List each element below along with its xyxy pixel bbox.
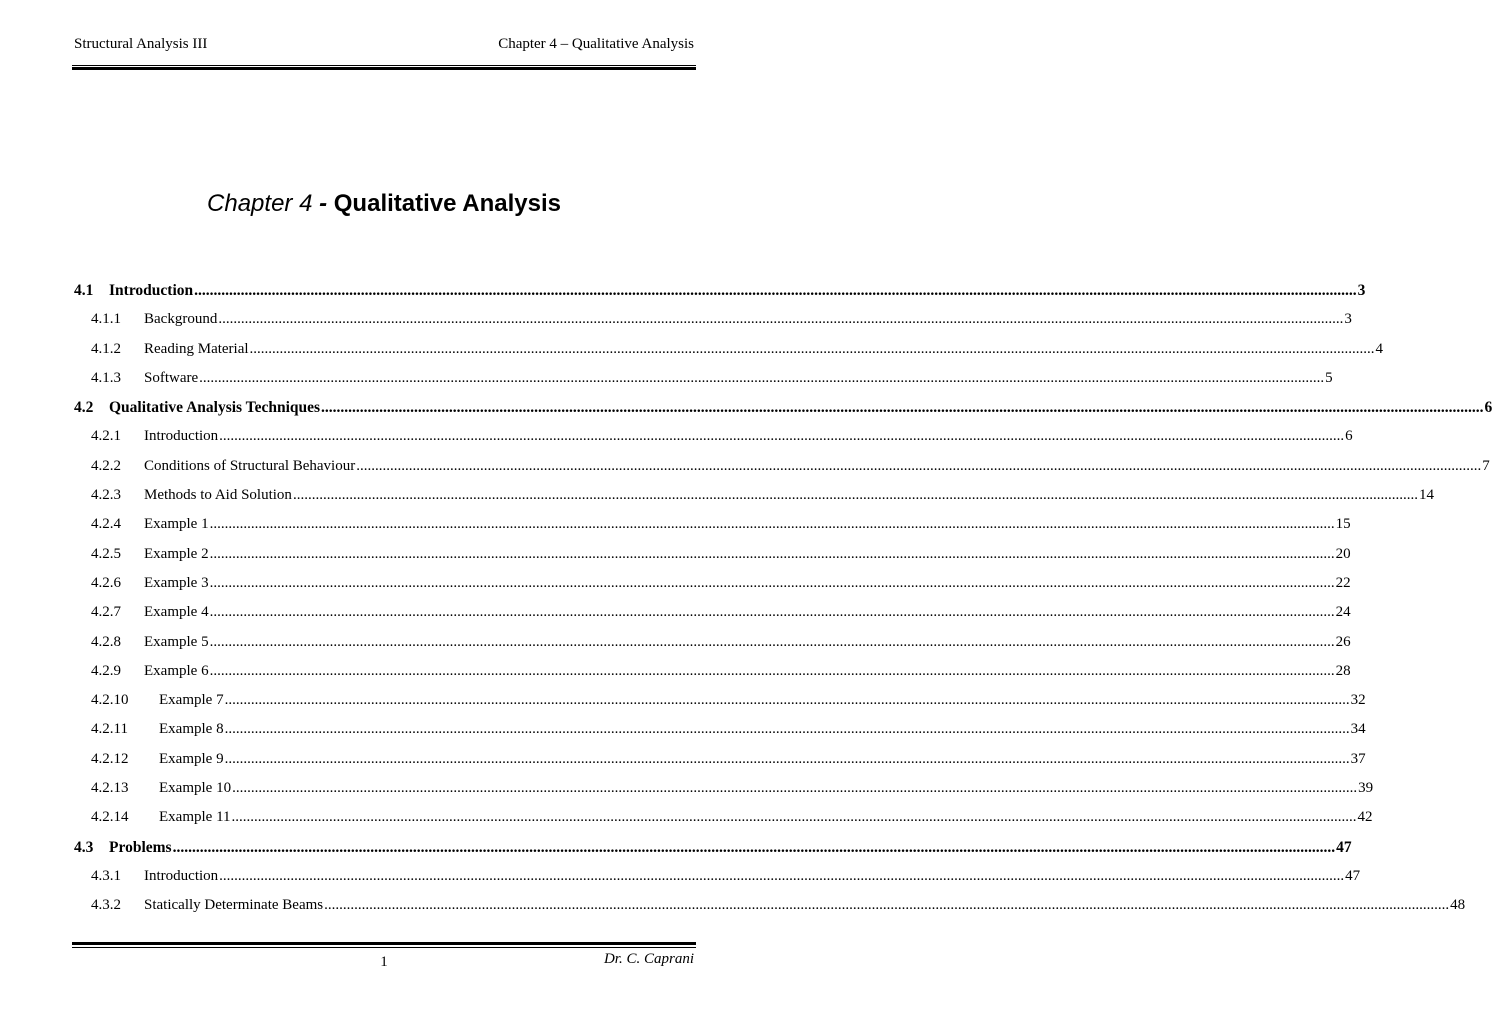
toc-title: Example 4 xyxy=(144,604,209,621)
chapter-heading xyxy=(0,190,768,218)
toc-number: 4.3.2 xyxy=(91,897,121,914)
toc-leader-dots: ............................................................................................................................................................................................................................................................................................................ xyxy=(209,516,1335,533)
toc-number: 4.2.11 xyxy=(91,721,128,738)
toc-page-number: 20 xyxy=(1335,545,1351,562)
toc-subsection-entry[interactable] xyxy=(74,809,1373,838)
toc-leader-dots: ............................................................................................................................................................................................................................................................................................................ xyxy=(224,692,1350,709)
toc-leader-dots: ............................................................................................................................................................................................................................................................................................................ xyxy=(232,780,1358,797)
toc-title: Example 2 xyxy=(144,545,209,562)
toc-subsection-entry[interactable] xyxy=(74,311,1352,340)
toc-subsection-entry[interactable] xyxy=(74,428,1353,457)
toc-subsection-entry[interactable] xyxy=(74,487,1434,516)
toc-page-number: 37 xyxy=(1350,750,1366,767)
toc-subsection-entry[interactable] xyxy=(74,633,1351,663)
toc-title: Reading Material xyxy=(144,340,249,357)
toc-page-number: 14 xyxy=(1418,487,1434,504)
toc-subsection-entry[interactable] xyxy=(74,867,1361,897)
toc-number: 4.2.7 xyxy=(91,604,121,621)
toc-leader-dots: ............................................................................................................................................................................................................................................................................................................ xyxy=(219,428,1345,445)
toc-number: 4.2 xyxy=(74,399,94,417)
header-rule-thin xyxy=(72,65,696,66)
toc-number: 4.1 xyxy=(74,282,94,299)
toc-number: 4.2.2 xyxy=(91,457,121,474)
toc-title: Problems xyxy=(109,838,172,856)
toc-section-entry[interactable] xyxy=(74,399,1492,428)
toc-leader-dots: ............................................................................................................................................................................................................................................................................................................ xyxy=(172,838,1336,856)
toc-title: Conditions of Structural Behaviour xyxy=(144,457,356,474)
toc-page-number: 22 xyxy=(1335,574,1351,591)
toc-leader-dots: ............................................................................................................................................................................................................................................................................................................ xyxy=(292,487,1418,504)
toc-subsection-entry[interactable] xyxy=(74,340,1384,370)
toc-subsection-entry[interactable] xyxy=(74,457,1490,487)
toc-title: Example 6 xyxy=(144,662,209,679)
toc-title: Example 8 xyxy=(159,721,224,738)
toc-page-number: 26 xyxy=(1335,633,1351,650)
toc-number: 4.2.1 xyxy=(91,428,121,445)
toc-title: Introduction xyxy=(144,867,219,884)
toc-number: 4.3 xyxy=(74,838,94,856)
toc-subsection-entry[interactable] xyxy=(74,721,1366,750)
header-chapter-title: Chapter 4 – Qualitative Analysis xyxy=(498,36,694,52)
toc-page-number: 47 xyxy=(1345,867,1361,884)
toc-title: Statically Determinate Beams xyxy=(144,897,324,914)
toc-leader-dots: ............................................................................................................................................................................................................................................................................................................ xyxy=(209,604,1335,621)
toc-title: Qualitative Analysis Techniques xyxy=(109,399,321,417)
chapter-label: Chapter 4 xyxy=(207,190,313,217)
toc-page-number: 15 xyxy=(1335,516,1351,533)
toc-subsection-entry[interactable] xyxy=(74,692,1366,721)
toc-leader-dots: ............................................................................................................................................................................................................................................................................................................ xyxy=(199,369,1325,386)
toc-page-number: 7 xyxy=(1482,457,1490,474)
toc-title: Example 10 xyxy=(159,780,232,797)
toc-section-entry[interactable] xyxy=(74,838,1352,868)
toc-leader-dots: ............................................................................................................................................................................................................................................................................................................ xyxy=(224,721,1350,738)
toc-page-number: 3 xyxy=(1357,282,1366,299)
header-course-title: Structural Analysis III xyxy=(74,36,208,52)
toc-title: Introduction xyxy=(144,428,219,445)
header-rule-thick xyxy=(72,67,696,70)
toc-leader-dots: ............................................................................................................................................................................................................................................................................................................ xyxy=(209,574,1335,591)
toc-number: 4.1.3 xyxy=(91,369,121,386)
toc-subsection-entry[interactable] xyxy=(74,897,1466,926)
toc-page-number: 4 xyxy=(1375,340,1384,357)
toc-number: 4.2.12 xyxy=(91,750,129,767)
toc-leader-dots: ............................................................................................................................................................................................................................................................................................................ xyxy=(218,311,1344,328)
toc-page-number: 34 xyxy=(1350,721,1366,738)
toc-title: Software xyxy=(144,369,199,386)
toc-subsection-entry[interactable] xyxy=(74,369,1333,399)
table-of-contents xyxy=(74,282,1492,927)
toc-leader-dots: ............................................................................................................................................................................................................................................................................................................ xyxy=(249,340,1375,357)
toc-leader-dots: ............................................................................................................................................................................................................................................................................................................ xyxy=(209,633,1335,650)
toc-section-entry[interactable] xyxy=(74,282,1366,311)
toc-leader-dots: ............................................................................................................................................................................................................................................................................................................ xyxy=(219,867,1345,884)
toc-title: Introduction xyxy=(109,282,194,299)
toc-title: Background xyxy=(144,311,218,328)
toc-number: 4.2.5 xyxy=(91,545,121,562)
toc-page-number: 5 xyxy=(1325,369,1333,386)
toc-title: Example 3 xyxy=(144,574,209,591)
chapter-title: Qualitative Analysis xyxy=(333,190,561,217)
toc-title: Example 7 xyxy=(159,692,224,709)
page-number: 1 xyxy=(380,954,388,970)
toc-number: 4.2.6 xyxy=(91,574,121,591)
toc-subsection-entry[interactable] xyxy=(74,545,1351,575)
toc-page-number: 24 xyxy=(1335,604,1351,621)
toc-page-number: 39 xyxy=(1358,780,1374,797)
toc-subsection-entry[interactable] xyxy=(74,604,1351,633)
toc-page-number: 6 xyxy=(1484,399,1492,417)
toc-number: 4.2.13 xyxy=(91,780,129,797)
toc-leader-dots: ............................................................................................................................................................................................................................................................................................................ xyxy=(224,750,1350,767)
toc-number: 4.2.14 xyxy=(91,809,129,826)
toc-subsection-entry[interactable] xyxy=(74,662,1351,692)
toc-number: 4.1.2 xyxy=(91,340,121,357)
toc-page-number: 28 xyxy=(1335,662,1351,679)
toc-subsection-entry[interactable] xyxy=(74,750,1366,780)
toc-leader-dots: ............................................................................................................................................................................................................................................................................................................ xyxy=(321,399,1484,417)
chapter-separator: - xyxy=(312,190,334,217)
toc-number: 4.2.8 xyxy=(91,633,121,650)
toc-title: Methods to Aid Solution xyxy=(144,487,292,504)
footer-rule-thin xyxy=(72,947,696,948)
toc-page-number: 47 xyxy=(1336,838,1352,856)
toc-page-number: 32 xyxy=(1350,692,1366,709)
toc-title: Example 1 xyxy=(144,516,209,533)
page-header xyxy=(74,36,694,58)
toc-leader-dots: ............................................................................................................................................................................................................................................................................................................ xyxy=(194,282,1357,299)
toc-number: 4.2.10 xyxy=(91,692,129,709)
toc-title: Example 9 xyxy=(159,750,224,767)
toc-leader-dots: ............................................................................................................................................................................................................................................................................................................ xyxy=(324,897,1450,914)
toc-page-number: 6 xyxy=(1345,428,1353,445)
toc-number: 4.3.1 xyxy=(91,867,121,884)
toc-title: Example 5 xyxy=(144,633,209,650)
toc-subsection-entry[interactable] xyxy=(74,780,1374,809)
toc-number: 4.2.9 xyxy=(91,662,121,679)
toc-page-number: 3 xyxy=(1344,311,1352,328)
toc-page-number: 42 xyxy=(1357,809,1373,826)
toc-number: 4.1.1 xyxy=(91,311,121,328)
footer-rule-thick xyxy=(72,942,696,945)
toc-title: Example 11 xyxy=(159,809,231,826)
toc-subsection-entry[interactable] xyxy=(74,516,1351,545)
toc-leader-dots: ............................................................................................................................................................................................................................................................................................................ xyxy=(209,662,1335,679)
toc-page-number: 48 xyxy=(1450,897,1466,914)
toc-leader-dots: ............................................................................................................................................................................................................................................................................................................ xyxy=(356,457,1482,474)
toc-leader-dots: ............................................................................................................................................................................................................................................................................................................ xyxy=(231,809,1357,826)
author-name: Dr. C. Caprani xyxy=(603,951,694,967)
toc-leader-dots: ............................................................................................................................................................................................................................................................................................................ xyxy=(209,545,1335,562)
toc-number: 4.2.4 xyxy=(91,516,121,533)
toc-number: 4.2.3 xyxy=(91,487,121,504)
toc-subsection-entry[interactable] xyxy=(74,574,1351,604)
